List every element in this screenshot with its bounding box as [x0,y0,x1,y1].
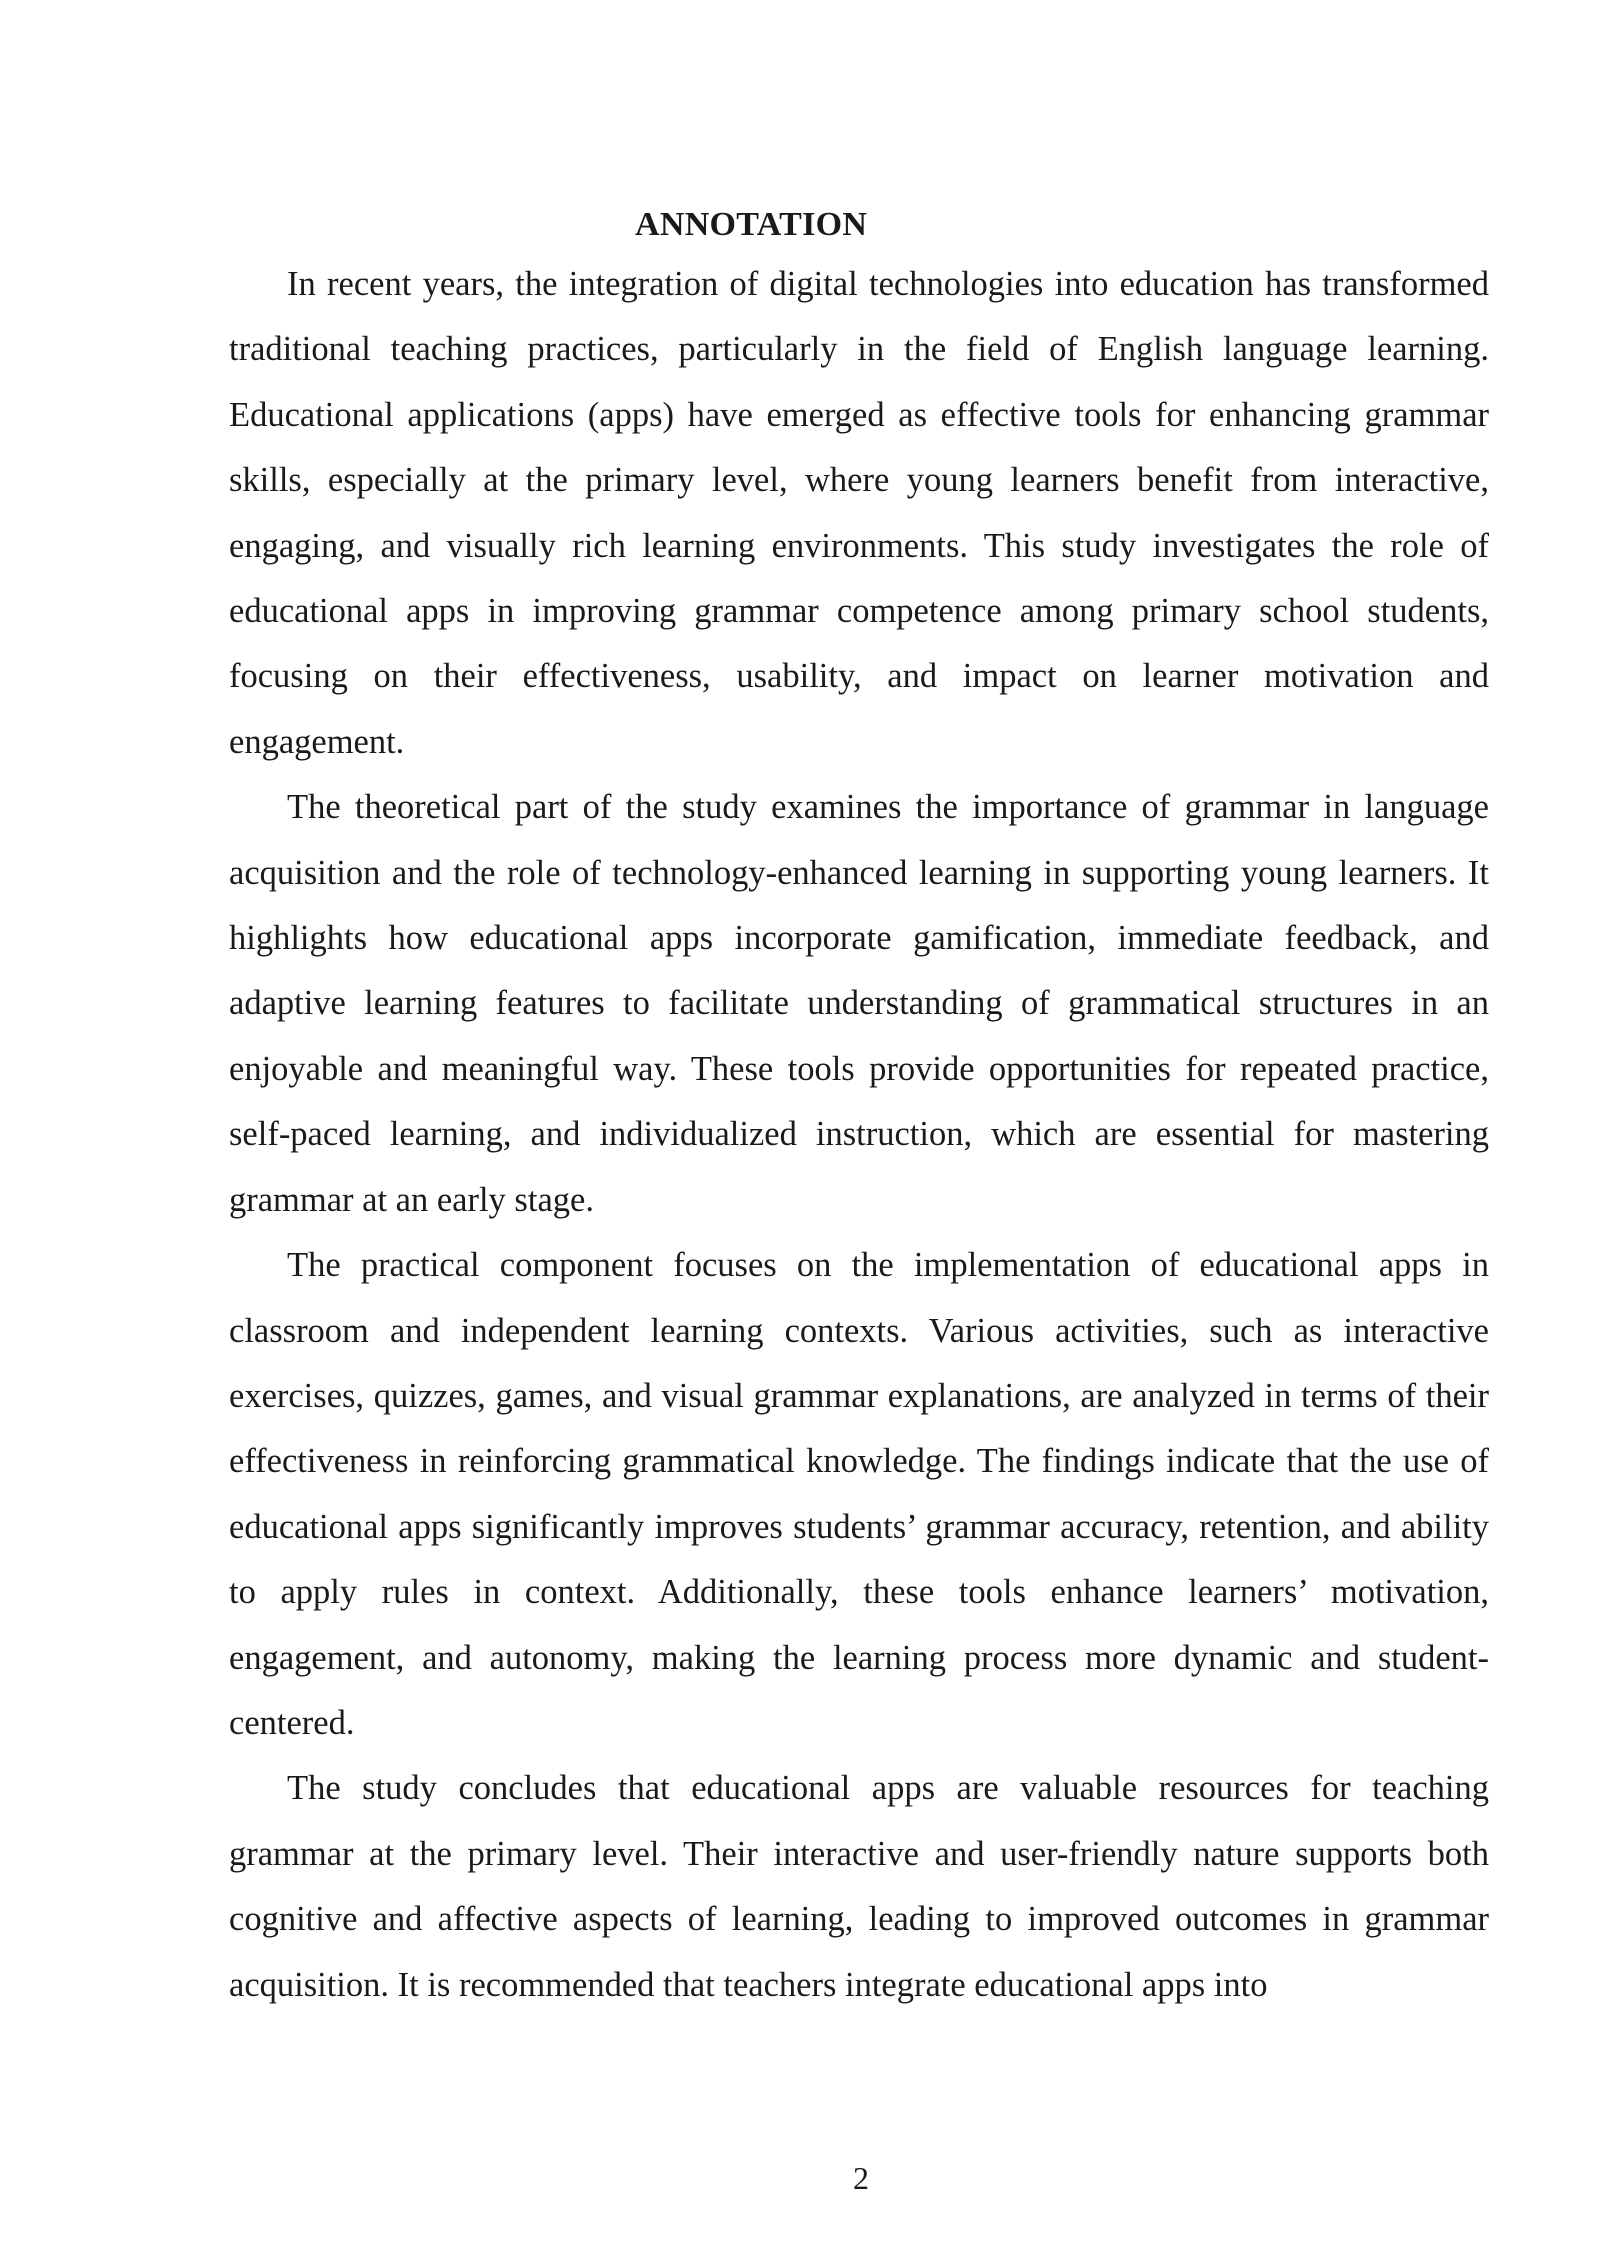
paragraph-theoretical: The theoretical part of the study examines the importance of grammar in language acquisition and the role of technology-enhanced learning in supporting young learners. It highlights how educational apps incorporate gamification, immediate feedback, and adaptive learning features to facilitate understanding of grammatical structures in an enjoyable and meaningful way. These tools provide opportunities for repeated practice, self-paced learning, and individualized instruction, which are essential for mastering grammar at an early stage. [229,788,1489,1219]
page-number: 2 [853,2160,869,2196]
paragraph-conclusion: The study concludes that educational apps are valuable resources for teaching grammar at the primary level. Their interactive and user-friendly nature supports both cognitive and affective aspects of learning, leading to improved outcomes in grammar acquisition. It is recommended that teachers integrate educational apps into [229,1769,1489,2004]
annotation-body [229,198,1489,2018]
paragraph-intro: In recent years, the integration of digital technologies into education has transformed traditional teaching practices, particularly in the field of English language learning. Educational applications (apps) have emerged as effective tools for enhancing grammar skills, especially at the primary level, where young learners benefit from interactive, engaging, and visually rich learning environments. This study investigates the role of educational apps in improving grammar competence among primary school students, focusing on their effectiveness, usability, and impact on learner motivation and engagement. [229,265,1489,761]
page-title: ANNOTATION [635,206,868,243]
paragraph-practical: The practical component focuses on the implementation of educational apps in classroom and independent learning contexts. Various activities, such as interactive exercises, quizzes, games, and visual grammar explanations, are analyzed in terms of their effectiveness in reinforcing grammatical knowledge. The findings indicate that the use of educational apps significantly improves students’ grammar accuracy, retention, and ability to apply rules in context. Additionally, these tools enhance learners’ motivation, engagement, and autonomy, making the learning process more dynamic and student-centered. [229,1246,1489,1742]
